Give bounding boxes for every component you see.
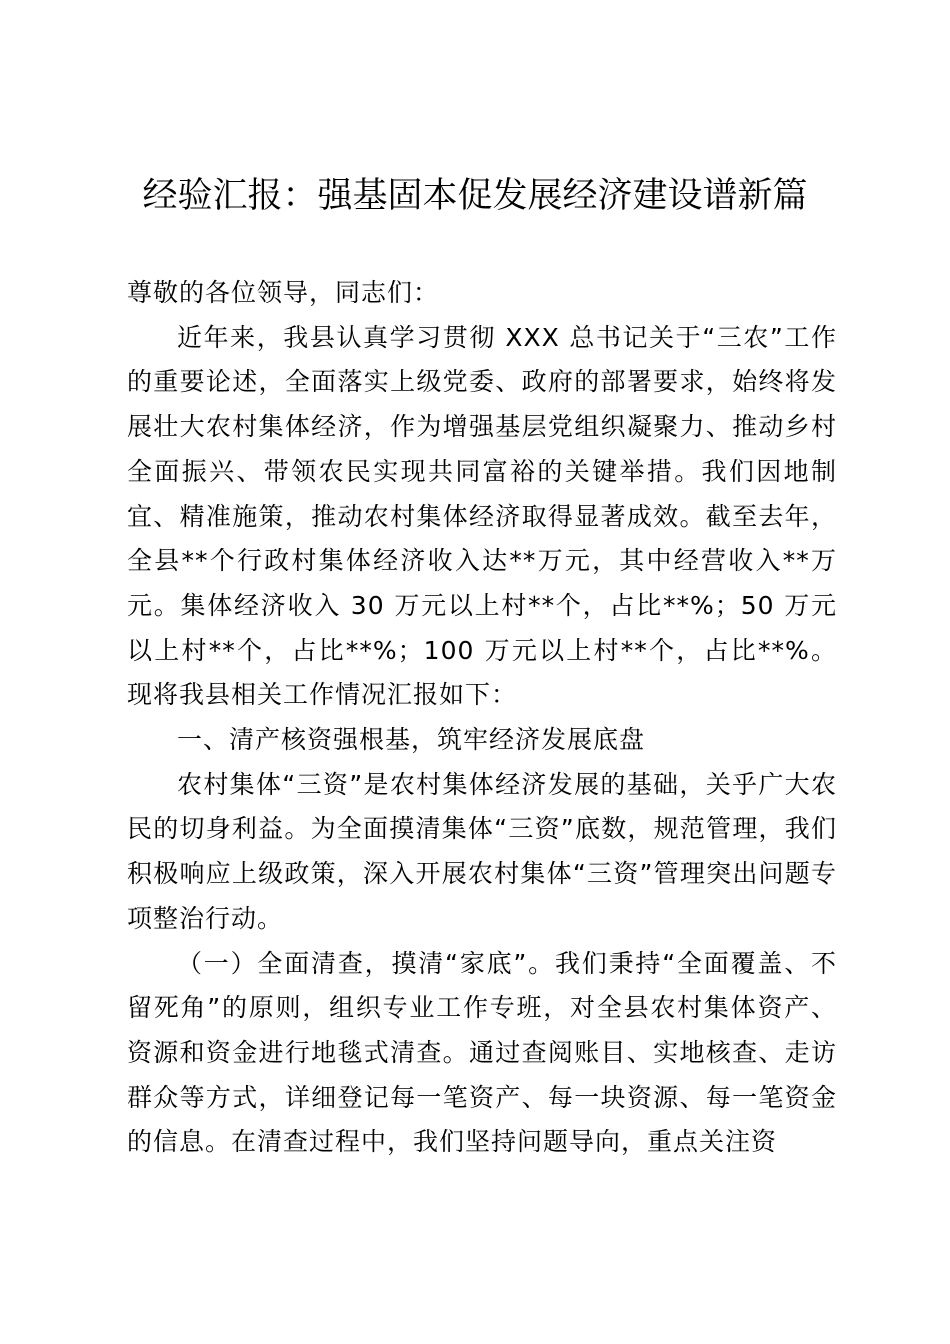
section-heading-1: 一、清产核资强根基，筑牢经济发展底盘 <box>177 725 646 755</box>
document-title: 经验汇报：强基固本促发展经济建设谱新篇 <box>142 176 808 216</box>
salutation: 尊敬的各位领导，同志们： <box>127 278 440 307</box>
paragraph-section-1: 农村集体“三资”是农村集体经济发展的基础，关乎广大农民的切身利益。为全面摸清集体“三资”底数，规范管理，我们积极响应上级政策，深入开展农村集体“三资”管理突出问题专项整治行动。 <box>127 769 837 933</box>
paragraph-intro: 近年来，我县认真学习贯彻 XXX 总书记关于“三农”工作的重要论述，全面落实上级党委、政府的部署要求，始终将发展壮大农村集体经济，作为增强基层党组织凝聚力、推动乡村全面振兴、带领农民实现共同富裕的关键举措。我们因地制宜、精准施策，推动农村集体经济取得显著成效。截至去年，全县**个行政村集体经济收入达**万元，其中经营收入**万元。集体经济收入 30 万元以上村**个，占比**%；50 万元以上村**个，占比**%；100 万元以上村**个，占比**%。现将我县相关工作情况汇报如下： <box>127 322 837 710</box>
document-body <box>127 271 837 1165</box>
paragraph-subsection-1: （一）全面清查，摸清“家底”。我们秉持“全面覆盖、不留死角”的原则，组织专业工作专班，对全县农村集体资产、资源和资金进行地毯式清查。通过查阅账目、实地核查、走访群众等方式，详细登记每一笔资产、每一块资源、每一笔资金的信息。在清查过程中，我们坚持问题导向，重点关注资 <box>127 948 837 1157</box>
